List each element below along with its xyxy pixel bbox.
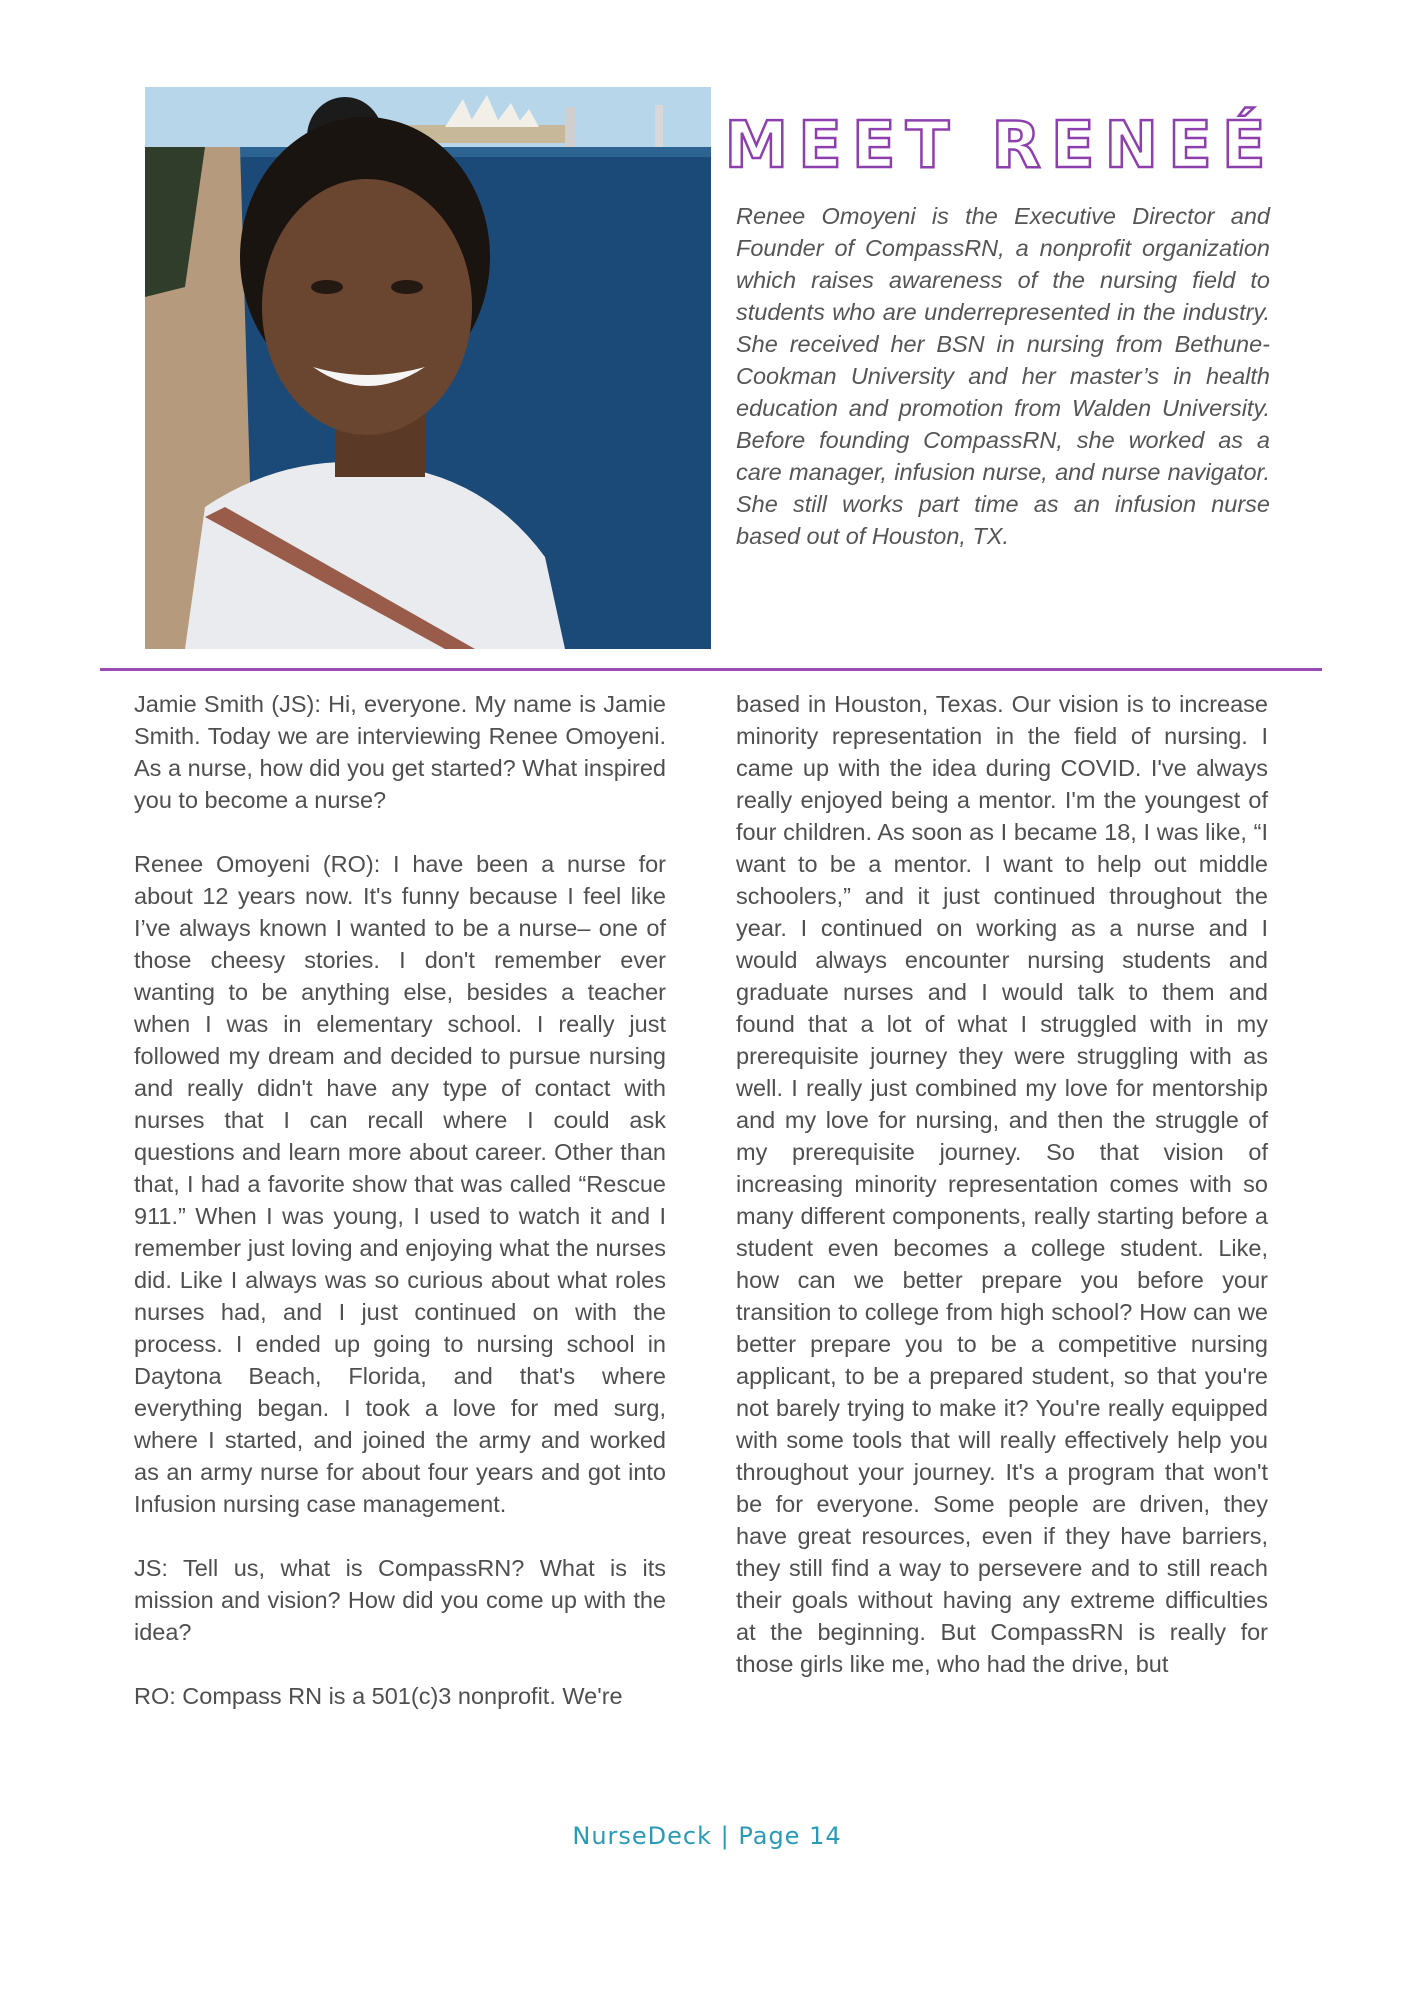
author-bio: Renee Omoyeni is the Executive Director and Founder of CompassRN, a nonprofit organization which raises awareness of the nursing field to students who are underrepresented in the industry. She received her BSN in nursing from Bethune-Cookman University and her master’s in health education and promotion from Walden University. Before founding CompassRN, she worked as a care manager, infusion nurse, and nurse navigator. She still works part time as an infusion nurse based out of Houston, TX. (736, 203, 1270, 549)
portrait-illustration (145, 87, 711, 649)
interview-paragraph: based in Houston, Texas. Our vision is to increase minority representation in the field of nursing. I came up with the idea during COVID. I've always really enjoyed being a mentor. I'm the youngest of four children. As soon as I became 18, I was like, “I want to be a mentor. I want to help out middle schoolers,” and it just continued throughout the year. I continued on working as a nurse and I would always encounter nursing students and graduate nurses and I would talk to them and found that a lot of what I struggled with in my prerequisite journey they were struggling with as well. I really just combined my love for mentorship and my love for nursing, and then the struggle of my prerequisite journey. So that vision of increasing minority representation comes with so many different components, really starting before a student even becomes a college student. Like, how can we better prepare you before your transition to college from high school? How can we better prepare you to be a competitive nursing applicant, to be a prepared student, so that you're not barely trying to make it? You're really equipped with some tools that will really effectively help you throughout your journey. It's a program that won't be for everyone. Some people are driven, they have great resources, even if they have barriers, they still find a way to persevere and to still reach their goals without having any extreme difficulties at the beginning. But CompassRN is really for those girls like me, who had the drive, but (736, 691, 1268, 1677)
portrait-photo (145, 87, 711, 649)
interview-paragraph: Renee Omoyeni (RO): I have been a nurse for about 12 years now. It's funny because I feel like I’ve always known I wanted to be a nurse– one of those cheesy stories. I don't remember ever wanting to be anything else, besides a teacher when I was in elementary school. I really just followed my dream and decided to pursue nursing and really didn't have any type of contact with nurses that I can recall where I could ask questions and learn more about career. Other than that, I had a favorite show that was called “Rescue 911.” When I was young, I used to watch it and I remember just loving and enjoying what the nurses did. Like I always was so curious about what roles nurses had, and I just continued on with the process. I ended up going to nursing school in Daytona Beach, Florida, and that's where everything began. I took a love for med surg, where I started, and joined the army and worked as an army nurse for about four years and got into Infusion nursing case management. (134, 851, 666, 1517)
interview-paragraph: JS: Tell us, what is CompassRN? What is its mission and vision? How did you come up with the idea? (134, 1555, 666, 1645)
page-title: MEET RENEÉ (724, 109, 1276, 183)
interview-paragraph: Jamie Smith (JS): Hi, everyone. My name is Jamie Smith. Today we are interviewing Renee Omoyeni. As a nurse, how did you get started? What inspired you to become a nurse? (134, 691, 666, 813)
interview-paragraph: RO: Compass RN is a 501(c)3 nonprofit. We're (134, 1683, 623, 1709)
page-footer: NurseDeck | Page 14 (572, 1822, 842, 1850)
interview-column-right (736, 688, 1268, 1680)
section-divider (100, 668, 1322, 671)
interview-column-left (134, 688, 666, 1712)
